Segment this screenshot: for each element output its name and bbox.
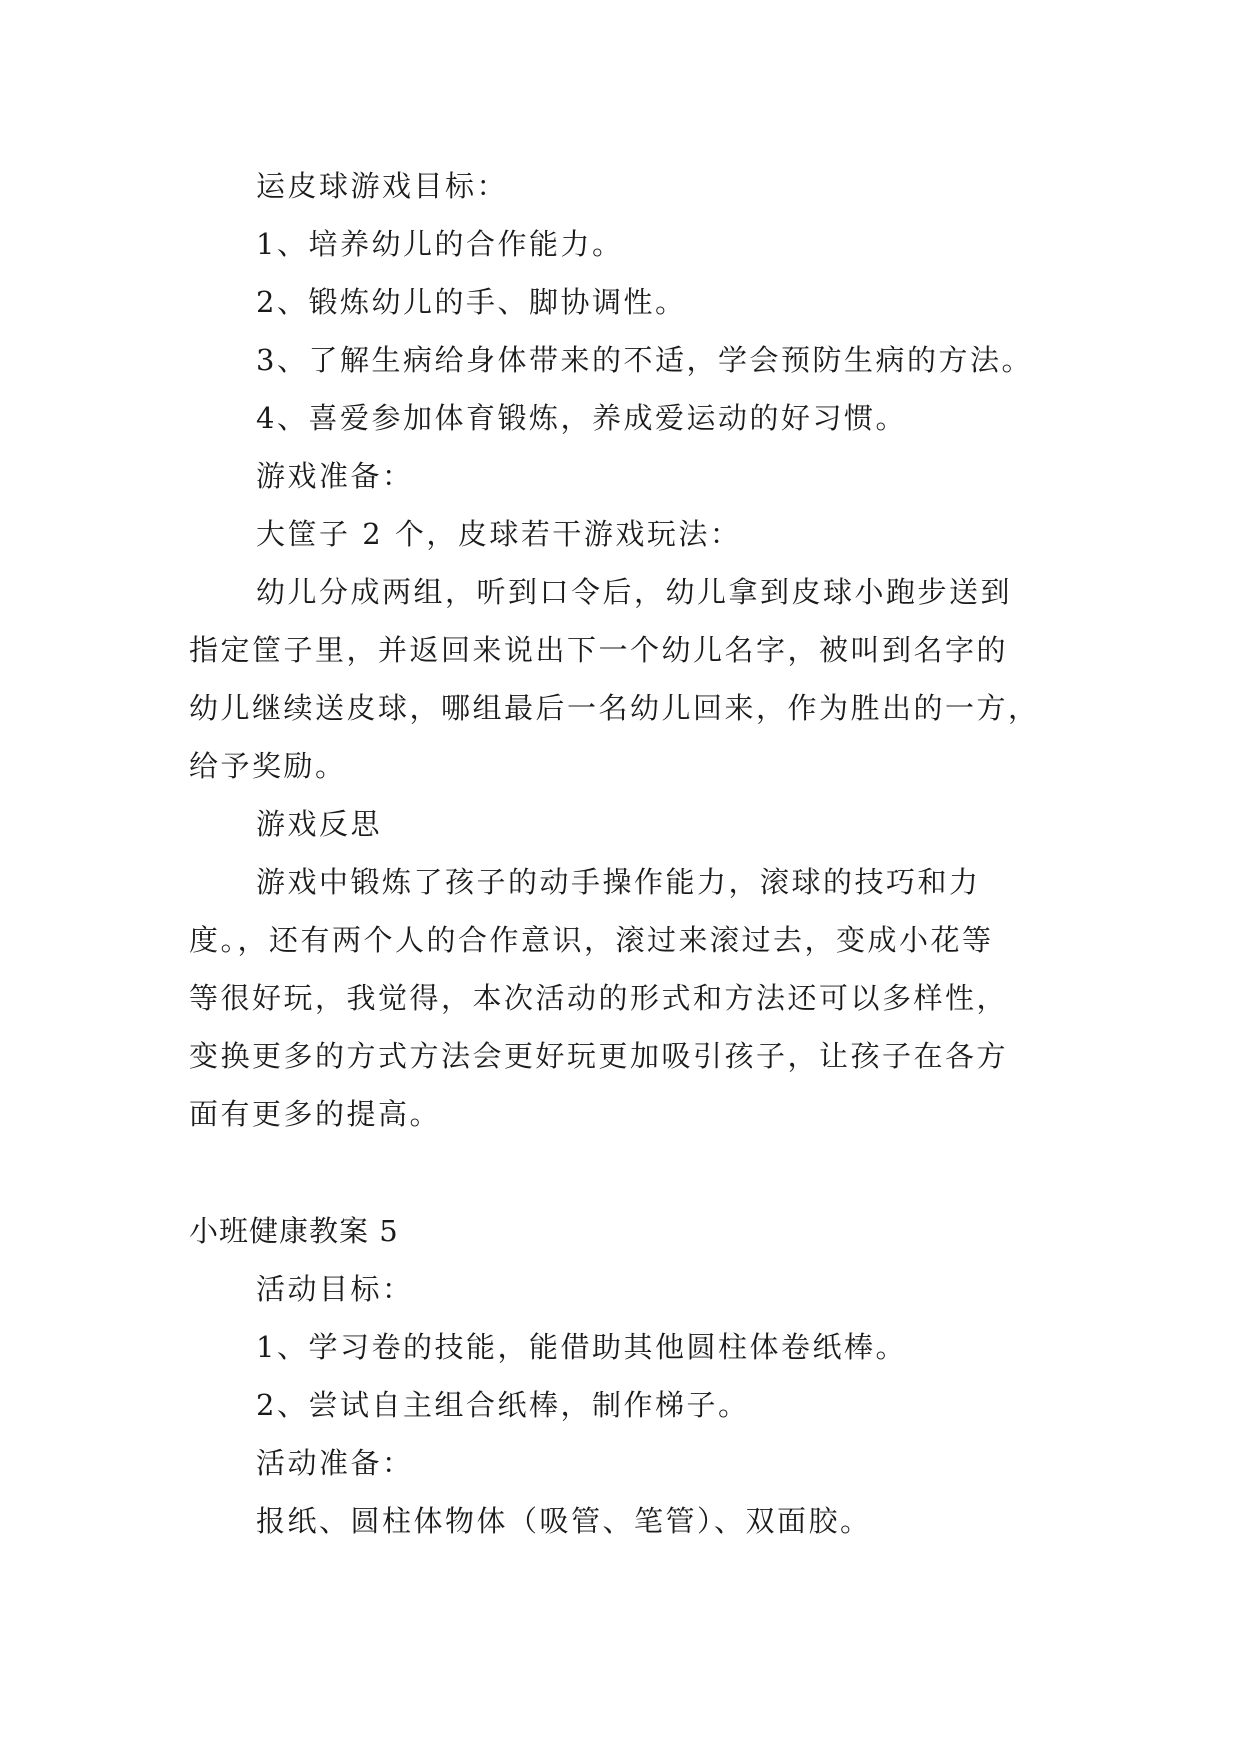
reflection-heading: 游戏反思 — [256, 807, 383, 841]
play-line-1: 幼儿分成两组，听到口令后，幼儿拿到皮球小跑步送到 — [256, 575, 1013, 609]
activity-goal-item-1: 1、学习卷的技能，能借助其他圆柱体卷纸棒。 — [256, 1330, 907, 1364]
activity-goal-heading: 活动目标： — [256, 1272, 414, 1306]
goal-item-4: 4、喜爱参加体育锻炼，养成爱运动的好习惯。 — [256, 401, 907, 435]
reflection-line-2: 度。，还有两个人的合作意识，滚过来滚过去，变成小花等 — [189, 923, 994, 957]
reflection-line-5: 面有更多的提高。 — [189, 1097, 442, 1131]
play-line-3: 幼儿继续送皮球，哪组最后一名幼儿回来，作为胜出的一方， — [189, 691, 1040, 725]
goal-item-2: 2、锻炼幼儿的手、脚协调性。 — [256, 285, 687, 319]
section-title: 小班健康教案 5 — [189, 1214, 399, 1248]
play-line-4: 给予奖励。 — [189, 749, 347, 783]
reflection-line-1: 游戏中锻炼了孩子的动手操作能力，滚球的技巧和力 — [256, 865, 981, 899]
reflection-line-3: 等很好玩，我觉得，本次活动的形式和方法还可以多样性， — [189, 981, 1009, 1015]
goal-item-1: 1、培养幼儿的合作能力。 — [256, 227, 624, 261]
activity-prep-text: 报纸、圆柱体物体（吸管、笔管）、双面胶。 — [256, 1504, 872, 1538]
activity-prep-heading: 活动准备： — [256, 1446, 414, 1480]
activity-goal-item-2: 2、尝试自主组合纸棒，制作梯子。 — [256, 1388, 750, 1422]
goal-item-3: 3、了解生病给身体带来的不适，学会预防生病的方法。 — [256, 343, 1033, 377]
prep-heading: 游戏准备： — [256, 459, 414, 493]
goal-heading: 运皮球游戏目标： — [256, 169, 509, 203]
prep-text: 大筐子 2 个，皮球若干游戏玩法： — [256, 517, 742, 551]
reflection-line-4: 变换更多的方式方法会更好玩更加吸引孩子，让孩子在各方 — [189, 1039, 1009, 1073]
play-line-2: 指定筐子里，并返回来说出下一个幼儿名字，被叫到名字的 — [189, 633, 1009, 667]
